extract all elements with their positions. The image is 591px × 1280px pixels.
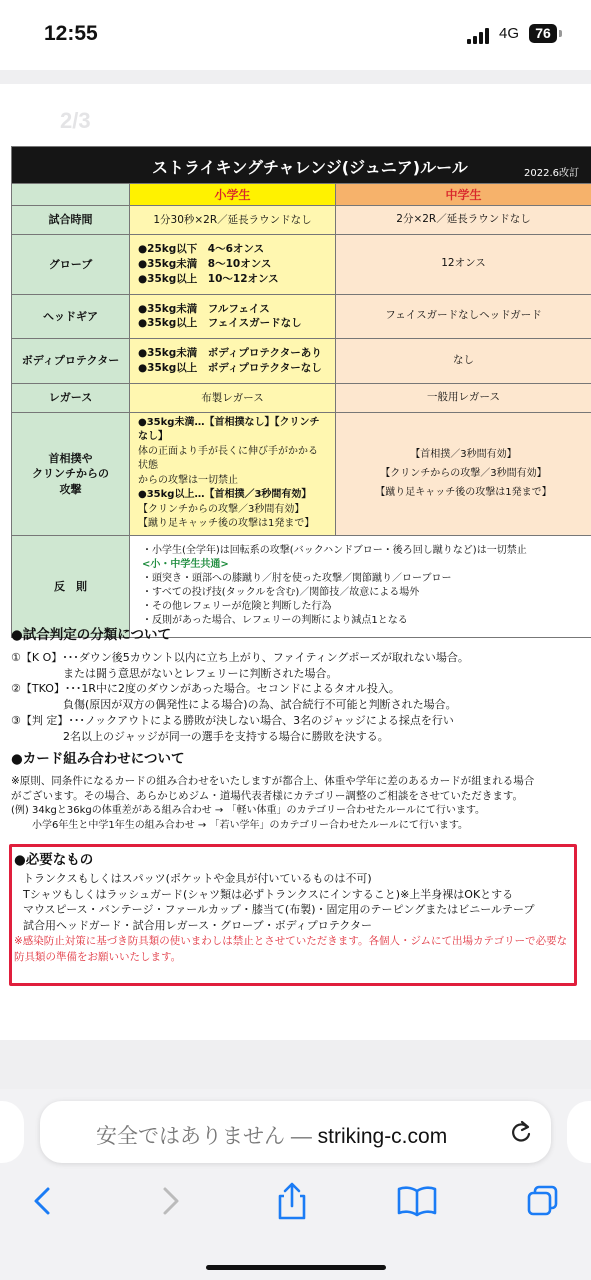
header-elementary: 小学生 [130,184,336,206]
back-icon[interactable] [20,1181,70,1221]
next-tab-peek[interactable] [567,1101,591,1163]
judgement-decision: ③【判 定】･･･ノックアウトによる勝敗が決しない場合、3名のジャッジによる採点を行い [11,714,454,728]
cell-junior: 2分×2R／延長ラウンドなし [336,206,591,235]
required-item: Tシャツもしくはラッシュガード(シャツ類は必ずトランクスにインすること)※上半身裸はOKとする [23,887,514,901]
cell-line: 【クリンチからの攻撃／3秒間有効】 [138,503,305,515]
cell-line: ●35kg以上…【首相撲／3秒間有効】 [138,489,312,501]
section-title: ●カード組み合わせについて [11,751,185,767]
revision-date: 2022.6改訂 [524,168,580,179]
cell-line: 体の正面より手が長くに伸び手がかかる状態 [138,445,318,472]
page-indicator: 2/3 [60,108,91,133]
cell-junior: 12オンス [336,234,591,294]
domain-label: striking-c.com [317,1125,448,1148]
table-row [12,383,591,412]
row-label: 首相撲や クリンチからの 攻撃 [12,412,130,535]
cell-line: ●35kg以上 10〜12オンス [138,272,279,285]
row-label: 反 則 [12,535,130,637]
pdf-page [0,84,591,1040]
violation-item: ・反則があった場合、レフェリーの判断により減点1となる [142,615,408,627]
cell-line: 【蹴り足キャッチ後の攻撃は1発まで】 [375,487,552,499]
not-secure-label: 安全ではありません — [96,1125,318,1148]
table-row [12,535,591,637]
cell-elementary [130,338,336,383]
cell-junior: なし [336,338,591,383]
cell-junior [336,412,591,535]
table-row [12,206,591,235]
cell-line: からの攻撃は一切禁止 [138,474,238,486]
cell-line: ●35kg未満 フルフェイス [138,302,270,315]
cell-line: ●35kg未満 ボディプロテクターあり [138,347,322,360]
cell-line: ●35kg未満 8〜10オンス [138,258,272,271]
forward-icon[interactable] [145,1181,195,1221]
cell-line: 【クリンチからの攻撃／3秒間有効】 [380,468,547,480]
table-row [12,294,591,338]
section-title: ●必要なもの [14,852,94,868]
judgement-tko: ②【TKO】･･･1R中に2度のダウンがあった場合。セコンドによるタオル投入。 [11,682,400,696]
judgement-ko: ①【K O】･･･ダウン後5カウント以内に立ち上がり、ファイティングポーズが取れない場合。 [11,650,469,664]
matching-para: ※原則、同条件になるカードの組み合わせをいたしますが都合上、体重や学年に差のあるカードが組まれる場合 [11,774,535,787]
tabs-icon[interactable] [518,1181,568,1221]
table-title: ストライキングチャレンジ(ジュニア)ルール [152,158,468,177]
row-label: ヘッドギア [12,294,130,338]
row-label: ボディプロテクター [12,338,130,383]
share-icon[interactable] [267,1181,317,1221]
viewer-gap-top [0,70,591,84]
home-indicator [206,1265,386,1270]
header-empty [12,184,130,206]
network-type: 4G [499,25,520,42]
cell-elementary [130,294,336,338]
signal-icon [467,28,493,44]
browser-toolbar [0,1089,591,1280]
matching-example: (例) 34kgと36kgの体重差がある組み合わせ → 「軽い体重」のカテゴリー合わせたルールにて行います。 [11,805,486,816]
rules-table [11,146,591,638]
address-bar[interactable] [40,1101,551,1163]
cell-elementary: 布製レガース [130,383,336,412]
table-row [12,338,591,383]
warning-text: 防具類の準備をお願いいたします。 [14,950,182,963]
violation-note: ・小学生(全学年)は回転系の攻撃(バックハンドブロー・後ろ回し蹴りなど)は一切禁止 [142,545,527,557]
matching-example: 小学6年生と中学1年生の組み合わせ → 「若い学年」のカテゴリー合わせたルールにて行います。 [32,819,469,831]
violation-common-title: <小・中学生共通> [142,559,229,571]
violation-item: ・その他レフェリーが危険と判断した行為 [142,601,332,613]
cell-junior: フェイスガードなしヘッドガード [336,294,591,338]
header-junior: 中学生 [336,184,591,206]
cell-line: ●35kg以上 ボディプロテクターなし [138,361,322,374]
status-bar [0,0,591,70]
table-row [12,234,591,294]
required-item: マウスピース・バンテージ・ファールカップ・膝当て(布製)・固定用のテーピングまたはビニールテープ [23,903,535,917]
table-title-bar [12,147,591,184]
judgement-decision-cont: 2名以上のジャッジが同一の選手を支持する場合に勝敗を決する。 [63,730,389,744]
judgement-ko-cont: または闘う意思がないとレフェリーに判断された場合。 [63,666,338,680]
bookmarks-icon[interactable] [392,1181,442,1221]
judgement-tko-cont: 負傷(原因が双方の偶発性による場合)の為、試合続行不可能と判断された場合。 [63,698,457,712]
cell-elementary: 1分30秒×2R／延長ラウンドなし [130,206,336,235]
required-items-box [9,844,577,986]
warning-text: ※感染防止対策に基づき防具類の使いまわしは禁止とさせていただきます。各個人・ジムにて出場カテゴリーで必要な [14,935,568,948]
cell-elementary [130,234,336,294]
cell-line: ●35kg以上 フェイスガードなし [138,317,302,330]
matching-section [11,750,591,833]
violation-item: ・頭突き・頭部への膝蹴り／肘を使った攻撃／関節蹴り／ローブロー [142,573,452,585]
required-item: 試合用ヘッドガード・試合用レガース・グローブ・ボディプロテクター [23,919,373,933]
cell-line: 【首相撲／3秒間有効】 [410,449,517,461]
matching-para: がございます。その場合、あらかじめジム・道場代表者様にカテゴリー調整のご相談をさせていただきます。 [11,789,523,802]
table-row [12,412,591,535]
previous-tab-peek[interactable] [0,1101,24,1163]
row-label: 試合時間 [12,206,130,235]
cell-line: ●35kg未満…【首相撲なし】【クリンチなし】 [138,416,320,443]
address-text [96,1120,447,1150]
battery-cap [559,30,562,37]
violations-cell [130,535,591,637]
reload-icon[interactable] [510,1120,532,1144]
cell-line: 【蹴り足キャッチ後の攻撃は1発まで】 [138,518,315,530]
section-title: ●試合判定の分類について [11,627,172,643]
judgement-section [11,626,591,745]
cell-junior: 一般用レガース [336,383,591,412]
violation-item: ・すべての投げ技(タックルを含む)／関節技／故意による場外 [142,587,420,599]
row-label: レガース [12,383,130,412]
viewer-gap-bottom [0,1040,591,1089]
required-item: トランクスもしくはスパッツ(ポケットや金具が付いているものは不可) [23,871,372,885]
battery-icon: 76 [529,24,557,43]
clock: 12:55 [44,22,98,45]
row-label: グローブ [12,234,130,294]
cell-elementary [130,412,336,535]
cell-line: ●25kg以下 4〜6オンス [138,243,265,256]
